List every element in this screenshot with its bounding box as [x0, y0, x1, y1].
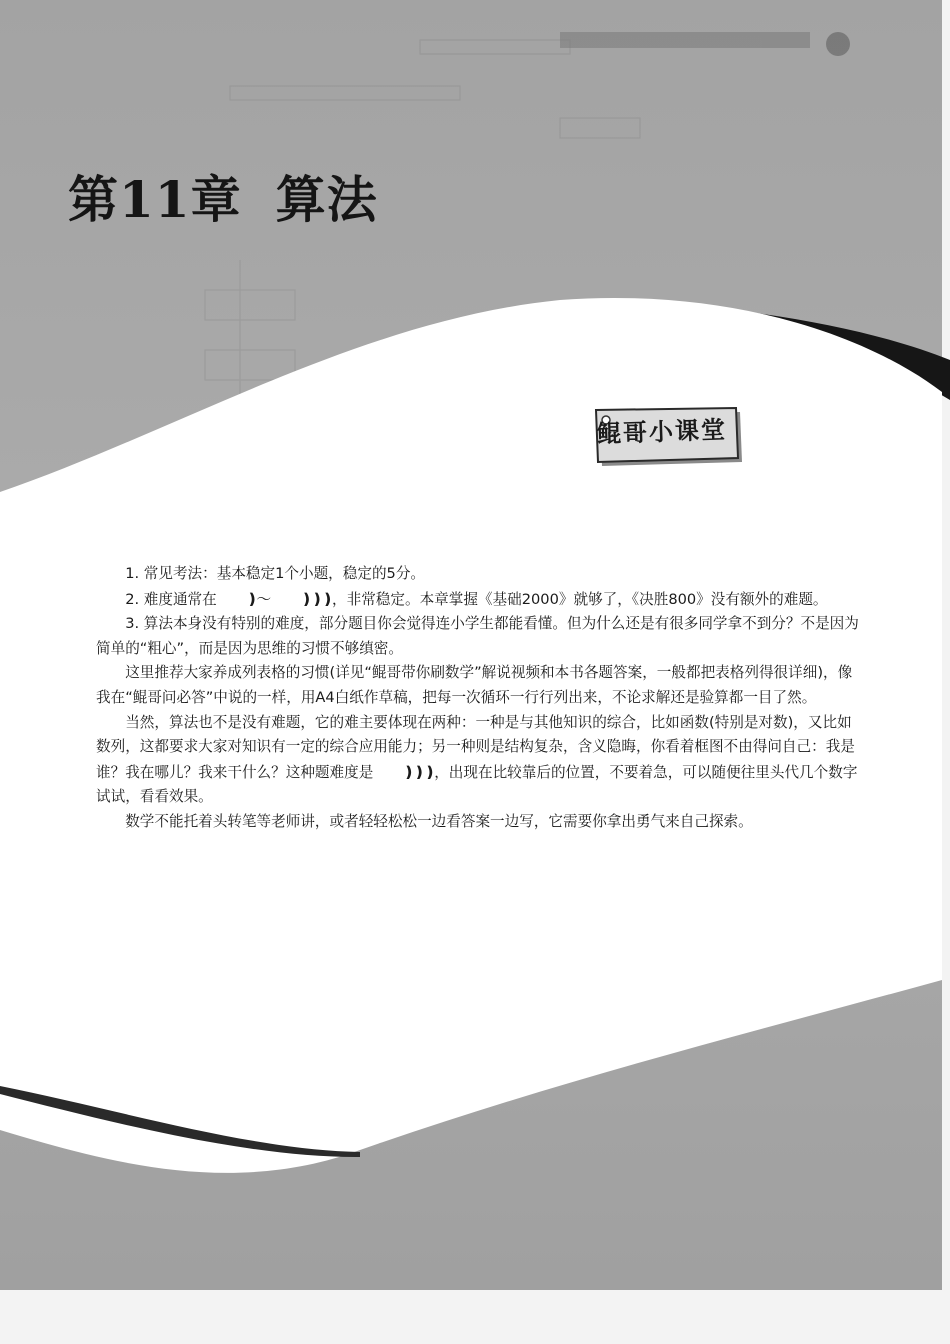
- difficulty-three-icon: ❫❫❫: [300, 589, 333, 608]
- paragraph-2: 2. 难度通常在 ❫～ ❫❫❫，非常稳定。本章掌握《基础2000》就够了，《决胜800》没有额外的难题。: [96, 587, 866, 613]
- paragraph-6: 数学不能托着头转笔等老师讲，或者轻轻松松一边看答案一边写，它需要你拿出勇气来自己探索。: [125, 812, 753, 830]
- difficulty-three-icon: ❫❫❫: [402, 762, 435, 781]
- paragraph-1: 1. 常见考法：基本稳定1个小题，稳定的5分。: [125, 565, 426, 582]
- chapter-topic: 算法: [275, 170, 378, 229]
- tag-label: 鲲哥小课堂: [596, 414, 728, 449]
- paragraph-5: 当然，算法也不是没有难题，它的难主要体现在两种：一种是与其他知识的综合，比如函数(特别是对数)，又比如数列，这都要求大家对知识有一定的综合应用能力；另一种则是结构复杂，含义隐晦，你看着框图不由得问自己：我是谁？我在哪儿？我来干什么？这种题难度是 ❫❫❫，出现在比较靠后的位置，不要着急，可以随便往里头代几个数字试试，看看效果。: [96, 713, 858, 806]
- chapter-title: [68, 160, 378, 232]
- chapter-number: 第11章: [68, 170, 242, 229]
- lesson-tag: [586, 402, 746, 468]
- paragraph-4: 这里推荐大家养成列表格的习惯(详见“鲲哥带你刷数学”解说视频和本书各题答案，一般都把表格列得很详细)，像我在“鲲哥问必答”中说的一样，用A4白纸作草稿，把每一次循环一行行列出来，不论求解还是验算都一目了然。: [96, 664, 853, 706]
- difficulty-one-icon: ❫: [245, 589, 257, 608]
- paragraph-3: 3. 算法本身没有特别的难度，部分题目你会觉得连小学生都能看懂。但为什么还是有很多同学拿不到分？不是因为简单的“粗心”，而是因为思维的习惯不够缜密。: [96, 615, 859, 657]
- chapter-intro-text: [96, 562, 866, 835]
